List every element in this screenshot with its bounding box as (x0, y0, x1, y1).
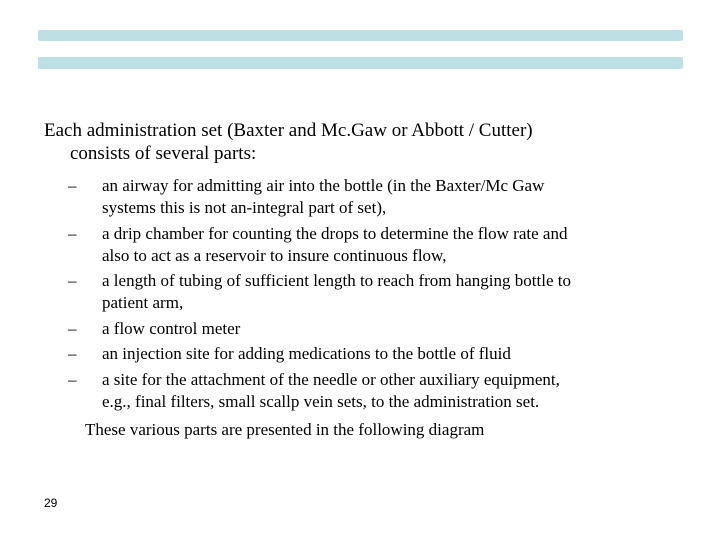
list-item (68, 223, 688, 267)
list-item-line: e.g., final filters, small scallp vein sets, to the administration set. (102, 391, 540, 411)
dash-bullet-icon: – (68, 369, 77, 389)
list-item-line: a flow control meter (102, 318, 241, 338)
intro-paragraph (44, 119, 533, 165)
list-item-line: an airway for admitting air into the bottle (in the Baxter/Mc Gaw (102, 176, 545, 195)
page-number: 29 (44, 496, 58, 510)
dash-bullet-icon: – (68, 344, 77, 363)
dash-bullet-icon: – (68, 176, 77, 195)
list-item-line: systems this is not an-integral part of set), (102, 198, 387, 217)
list-item (68, 369, 688, 413)
intro-line-1: Each administration set (Baxter and Mc.Gaw or Abbott / Cutter) (44, 120, 533, 141)
dash-bullet-icon: – (68, 318, 77, 338)
dash-bullet-icon: – (68, 223, 77, 243)
list-item-line: also to act as a reservoir to insure continuous flow, (102, 245, 447, 265)
list-item-line: a site for the attachment of the needle or other auxiliary equipment, (102, 369, 560, 389)
list-item (68, 175, 688, 219)
dash-bullet-icon: – (68, 271, 77, 290)
header-decor-bar-top (38, 30, 683, 41)
list-item (68, 270, 688, 314)
header-decor-bar-bottom (38, 57, 683, 69)
list-item (68, 318, 688, 340)
intro-line-2: consists of several parts: (70, 143, 257, 164)
closing-text: These various parts are presented in the following diagram (85, 420, 485, 439)
list-item-line: an injection site for adding medications to the bottle of fluid (102, 344, 511, 363)
list-item (68, 343, 688, 365)
list-item-line: patient arm, (102, 293, 184, 312)
list-item-line: a drip chamber for counting the drops to determine the flow rate and (102, 223, 568, 243)
parts-list (68, 175, 688, 416)
list-item-line: a length of tubing of sufficient length to reach from hanging bottle to (102, 271, 571, 290)
